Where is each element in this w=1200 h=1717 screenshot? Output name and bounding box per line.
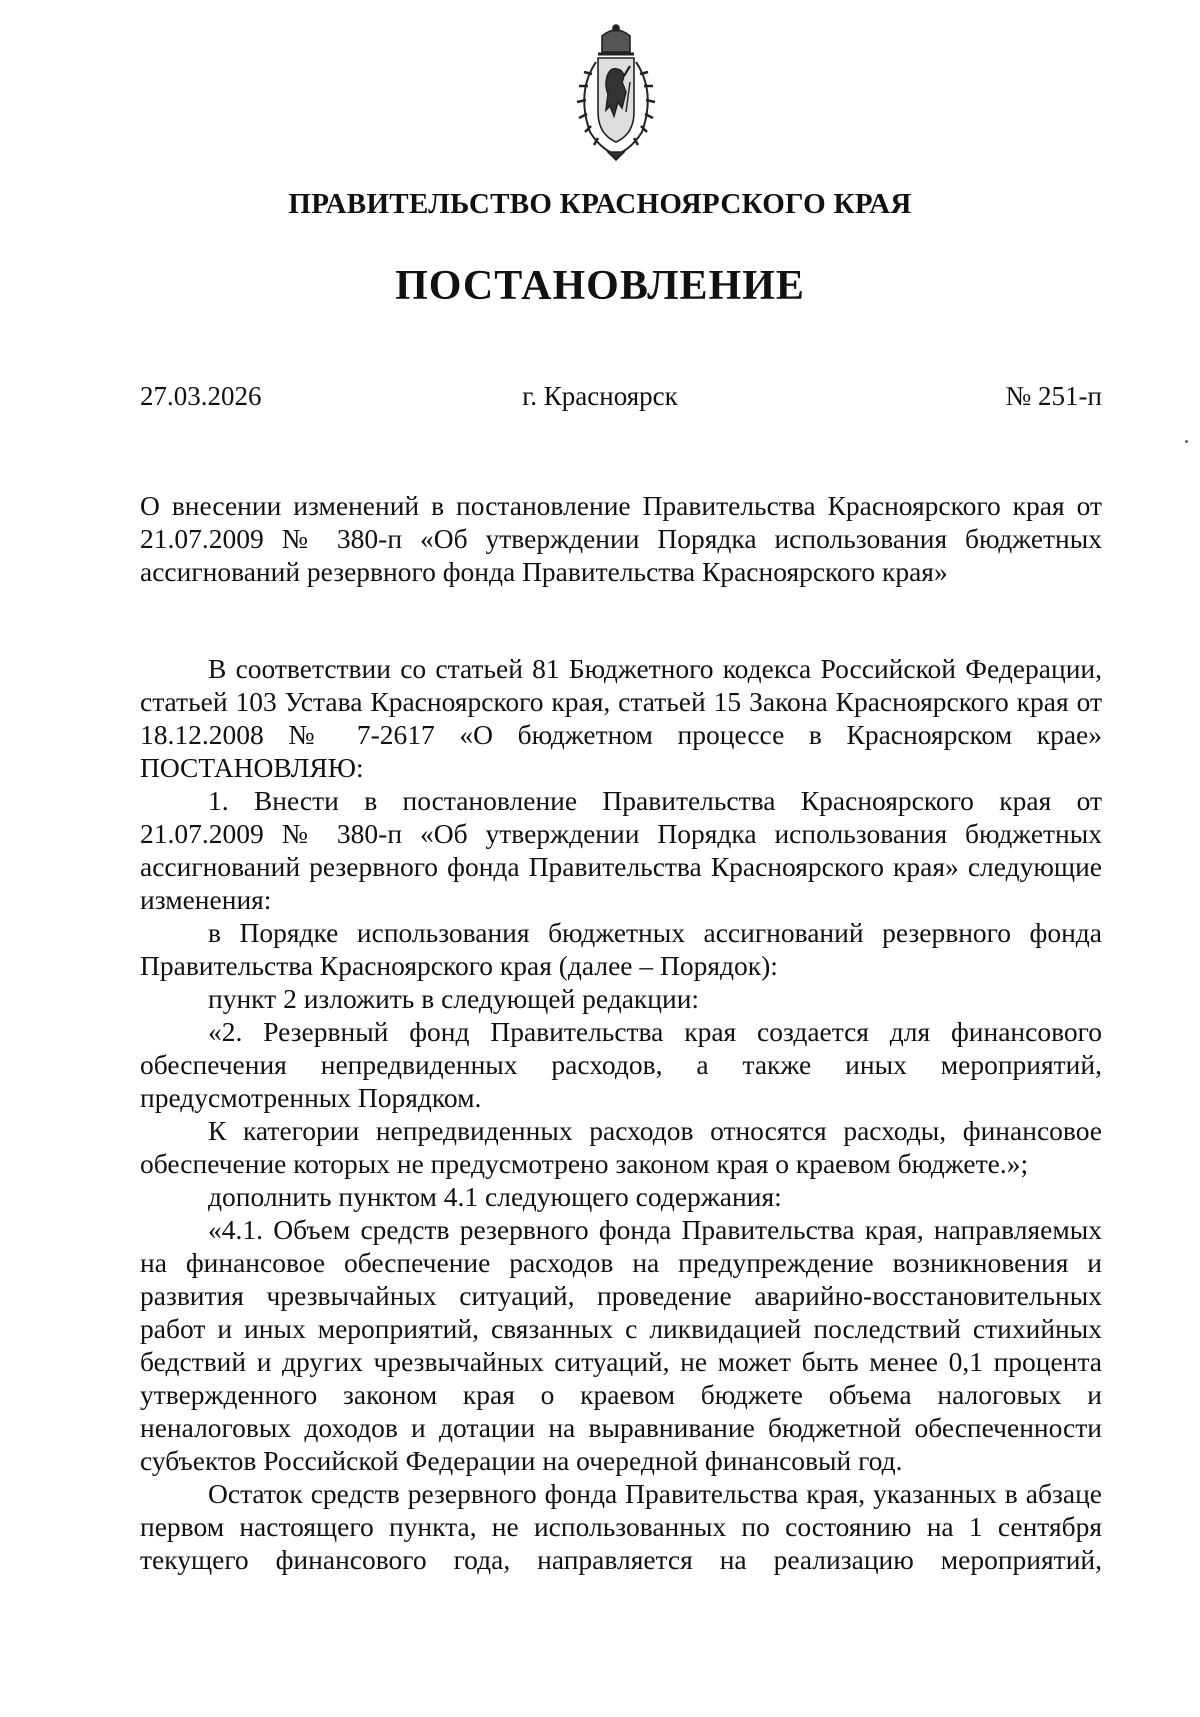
paragraph-preamble: В соответствии со статьей 81 Бюджетного кодекса Российской Федерации, статьей 103 Устава Красноярского края, статьей 15 Закона Красноярского края от 18.12.2008 № 7-2617 «О бюджетном процессе в Красноярском крае» ПОСТАНОВЛЯЮ: <box>140 653 1102 783</box>
paragraph-order-changes: в Порядке использования бюджетных ассигнований резервного фонда Правительства Красноярского края (далее – Порядок): <box>140 917 1102 981</box>
organization-title: ПРАВИТЕЛЬСТВО КРАСНОЯРСКОГО КРАЯ <box>288 188 912 220</box>
paragraph-unforeseen-expenses: К категории непредвиденных расходов относятся расходы, финансовое обеспечение которых не предусмотрено законом края о краевом бюджете.»; <box>140 1115 1102 1179</box>
document-type-title: ПОСТАНОВЛЕНИЕ <box>395 263 805 309</box>
document-city: г. Красноярск <box>522 381 678 411</box>
paragraph-remainder: Остаток средств резервного фонда Правительства края, указанных в абзаце первом настоящего пункта, не использованных по состоянию на 1 сентября текущего финансового года, направляется на реализацию мероприятий, <box>140 1478 1102 1575</box>
document-number: № 251-п <box>1005 381 1102 411</box>
document-body <box>140 652 1102 1576</box>
document-subject: О внесении изменений в постановление Правительства Красноярского края от 21.07.2009 № 380-п «Об утверждении Порядка использования бюджетных ассигнований резервного фонда Правительства Красноярского края» <box>140 490 1102 587</box>
paragraph-item-1: 1. Внести в постановление Правительства Красноярского края от 21.07.2009 № 380-п «Об утверждении Порядка использования бюджетных ассигнований резервного фонда Правительства Красноярского края» следующие изменения: <box>140 785 1102 915</box>
paragraph-point-4-1-text: «4.1. Объем средств резервного фонда Правительства края, направляемых на финансовое обеспечение расходов на предупреждение возникновения и развития чрезвычайных ситуаций, проведение аварийно-восстановительных работ и иных мероприятий, связанных с ликвидацией последствий стихийных бедствий и других чрезвычайных ситуаций, не может быть менее 0,1 процента утвержденного законом края о краевом бюджете объема налоговых и неналоговых доходов и дотации на выравнивание бюджетной обеспеченности субъектов Российской Федерации на очередной финансовый год. <box>140 1214 1102 1476</box>
paragraph-point-2-text: «2. Резервный фонд Правительства края создается для финансового обеспечения непредвиденных расходов, а также иных мероприятий, предусмотренных Порядком. <box>140 1016 1102 1113</box>
document-date: 27.03.2026 <box>140 381 262 411</box>
scan-speck <box>1185 440 1188 443</box>
paragraph-point-2-intro: пункт 2 изложить в следующей редакции: <box>208 983 700 1014</box>
paragraph-point-4-1-intro: дополнить пунктом 4.1 следующего содержания: <box>208 1181 782 1212</box>
coat-of-arms-icon <box>568 22 664 162</box>
